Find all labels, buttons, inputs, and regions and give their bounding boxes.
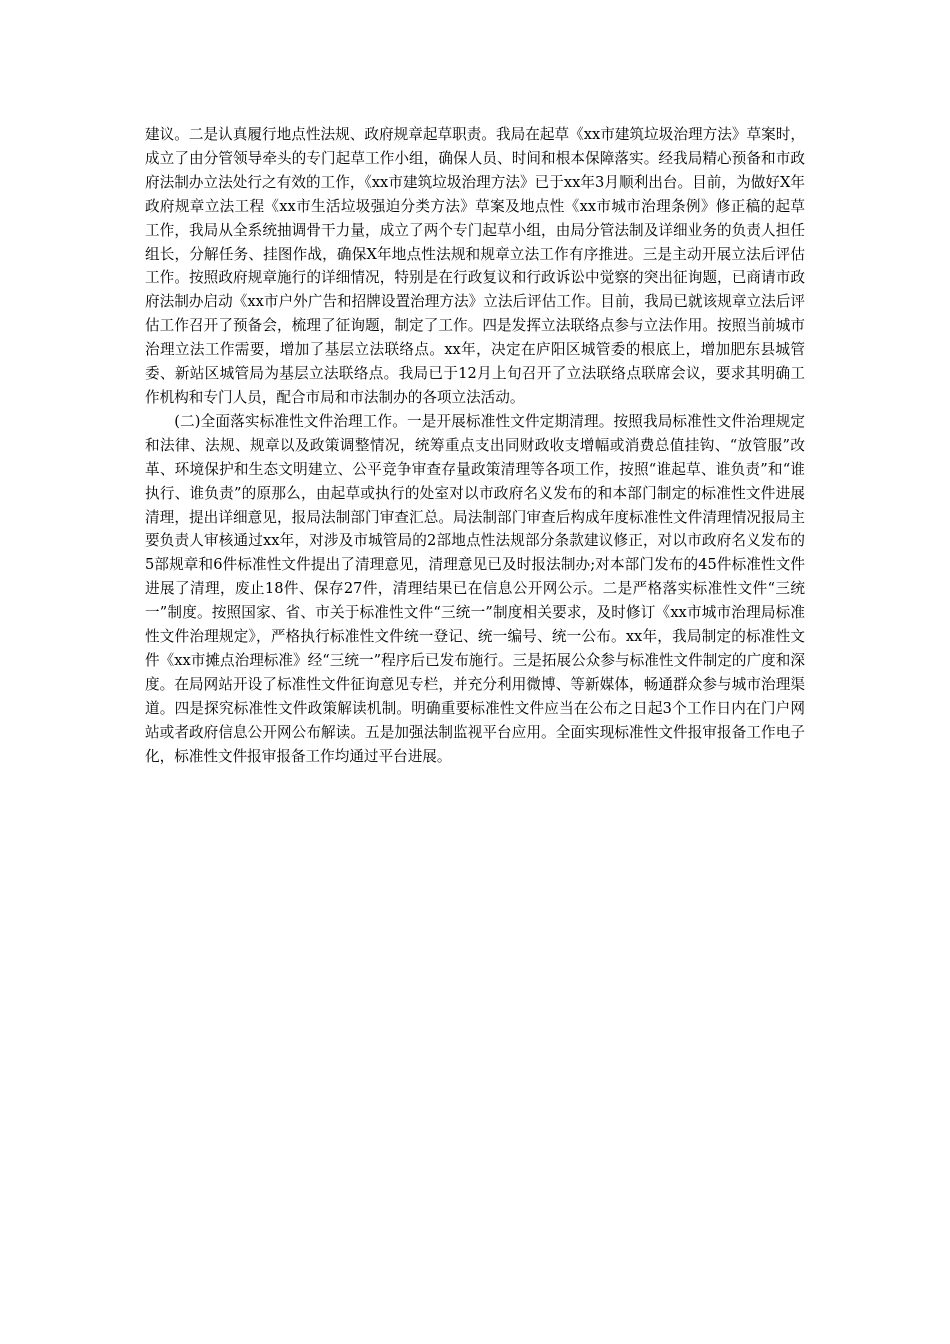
paragraph-1: 建议。二是认真履行地点性法规、政府规章起草职责。我局在起草《xx市建筑垃圾治理方法》草案时，成立了由分管领导牵头的专门起草工作小组，确保人员、时间和根本保障落实。经我局精心预备和市政府法制办立法处行之有效的工作，《xx市建筑垃圾治理方法》已于xx年3月顺利出台。目前，为做好X年政府规章立法工程《xx市生活垃圾强迫分类方法》草案及地点性《xx市城市治理条例》修正稿的起草工作，我局从全系统抽调骨干力量，成立了两个专门起草小组，由局分管法制及详细业务的负责人担任组长，分解任务、挂图作战，确保X年地点性法规和规章立法工作有序推进。三是主动开展立法后评估工作。按照政府规章施行的详细情况，特别是在行政复议和行政诉讼中觉察的突出征询题，已商请市政府法制办启动《xx市户外广告和招牌设置治理方法》立法后评估工作。目前，我局已就该规章立法后评估工作召开了预备会，梳理了征询题，制定了工作。四是发挥立法联络点参与立法作用。按照当前城市治理立法工作需要，增加了基层立法联络点。xx年，决定在庐阳区城管委的根底上，增加肥东县城管委、新站区城管局为基层立法联络点。我局已于12月上旬召开了立法联络点联席会议，要求其明确工作机构和专门人员，配合市局和市法制办的各项立法活动。 (145, 126, 805, 406)
paragraph-2: (二)全面落实标准性文件治理工作。一是开展标准性文件定期清理。按照我局标准性文件治理规定和法律、法规、规章以及政策调整情况，统筹重点支出同财政收支增幅或消费总值挂钩、“放管服”改革、环境保护和生态文明建立、公平竞争审查存量政策清理等各项工作，按照“谁起草、谁负责”和“谁执行、谁负责”的原那么，由起草或执行的处室对以市政府名义发布的和本部门制定的标准性文件进展清理，提出详细意见，报局法制部门审查汇总。局法制部门审查后构成年度标准性文件清理情况报局主要负责人审核通过xx年，对涉及市城管局的2部地点性法规部分条款建议修正，对以市政府名义发布的5部规章和6件标准性文件提出了清理意见，清理意见已及时报法制办;对本部门发布的45件标准性文件进展了清理，废止18件、保存27件，清理结果已在信息公开网公示。二是严格落实标准性文件“三统一”制度。按照国家、省、市关于标准性文件“三统一”制度相关要求，及时修订《xx市城市治理局标准性文件治理规定》，严格执行标准性文件统一登记、统一编号、统一公布。xx年，我局制定的标准性文件《xx市摊点治理标准》经“三统一”程序后已发布施行。三是拓展公众参与标准性文件制定的广度和深度。在局网站开设了标准性文件征询意见专栏，并充分利用微博、等新媒体，畅通群众参与城市治理渠道。四是探究标准性文件政策解读机制。明确重要标准性文件应当在公布之日起3个工作日内在门户网站或者政府信息公开网公布解读。五是加强法制监视平台应用。全面实现标准性文件报审报备工作电子化，标准性文件报审报备工作均通过平台进展。 (145, 412, 805, 765)
document-body (145, 123, 805, 768)
